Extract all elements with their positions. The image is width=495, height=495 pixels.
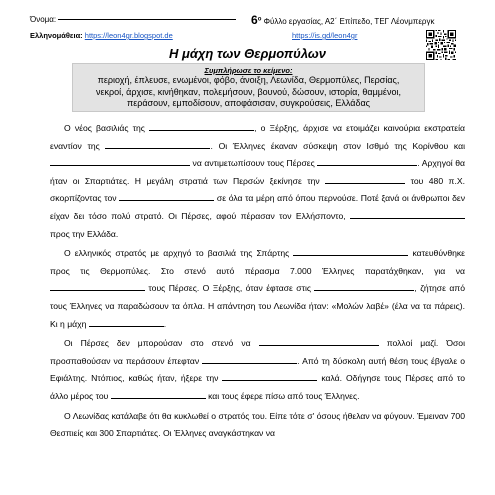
text-segment: Ο Λεωνίδας κατάλαβε ότι θα κυκλωθεί ο στρατός του. Είπε τότε σ' όσους ήθελαν να φύγουν. Έμειναν 700 Θεσπιείς και 300 Σπαρτιάτες. Οι Έλληνες αναγκάστηκαν να <box>50 410 465 439</box>
blank-field[interactable] <box>50 281 145 291</box>
blog-link[interactable]: https://leon4gr.blogspot.de <box>84 31 173 40</box>
blank-field[interactable] <box>222 371 317 381</box>
sheet-description: Φύλλο εργασίας, Α2΄ Επίπεδο, ΤΕΓ Λέονμπεργκ <box>261 17 435 26</box>
text-segment: . Οι Έλληνες έκαναν σύσκεψη στον Ισθμό της Κορίνθου και <box>210 140 465 151</box>
text-segment: πολλοί μαζί. Όσοι προσπαθούσαν να περάσουν έπεφταν <box>50 338 465 366</box>
sheet-number-suffix: ο <box>257 16 262 23</box>
page-title: Η μάχη των Θερμοπύλων <box>169 46 326 61</box>
fill-in-text <box>50 120 465 443</box>
paragraph-2 <box>50 245 465 333</box>
blank-field[interactable] <box>111 389 206 399</box>
paragraph-4 <box>50 408 465 443</box>
short-link[interactable]: https://is.gd/leon4gr <box>292 31 358 40</box>
blank-field[interactable] <box>314 281 414 291</box>
text-segment: καλά. Οδήγησε τους Πέρσες από το άλλο μέρος του <box>50 373 466 401</box>
greek-label: Ελληνομάθεια: <box>30 31 83 40</box>
links-row <box>30 31 173 40</box>
blank-field[interactable] <box>350 209 465 219</box>
text-segment: , ζήτησε από τους Έλληνες να παραδώσουν τα όπλα. Η απάντηση του Λεωνίδα ήταν: «Μολών λαβέ» (έλα να τα πάρεις). Κι η μάχη <box>50 283 466 329</box>
word-bank-line: περιοχή, έπλευσε, ενωμένοι, φόβο, άνοιξη, Λεωνίδα, Θερμοπύλες, Περσίας, <box>97 75 400 85</box>
word-bank-line: περάσουν, εμποδίσουν, αποφάσισαν, συγκρούσεις, Ελλάδας <box>127 98 370 108</box>
blank-field[interactable] <box>317 156 417 166</box>
blank-field[interactable] <box>202 354 297 364</box>
text-segment: Ο ελληνικός στρατός με αρχηγό το βασιλιά της Σπάρτης <box>64 248 294 259</box>
blank-field[interactable] <box>119 191 214 201</box>
sheet-info <box>251 13 434 27</box>
text-segment: , ο Ξέρξης, άρχισε να ετοιμάζει καινούρια εκστρατεία εναντίον της <box>50 123 465 151</box>
text-segment: του 480 π.Χ. σκορπίζοντας τον <box>50 175 465 204</box>
word-bank <box>72 63 425 112</box>
name-field <box>30 15 236 24</box>
text-segment: να αντιμετωπίσουν τους Πέρσες <box>190 158 318 169</box>
text-segment: και τους έφερε πίσω από τους Έλληνες. <box>205 390 360 401</box>
blank-field[interactable] <box>50 156 190 166</box>
name-blank[interactable] <box>58 19 236 20</box>
sheet-number: 6 <box>251 13 258 27</box>
text-segment: Οι Πέρσες δεν μπορούσαν στο στενό να <box>64 338 259 349</box>
paragraph-1 <box>50 120 465 243</box>
blank-field[interactable] <box>325 174 405 184</box>
paragraph-3 <box>50 335 465 405</box>
name-label: Όνομα: <box>30 15 57 24</box>
text-segment: σε όλα τα μέρη από όπου περνούσε. Ποτέ ξανά οι άνθρωποι δεν είχαν δει τόσο πολύ στρατό. Οι Πέρσες, αφού πέρασαν τον Ελλήσποντο, <box>50 193 465 221</box>
text-segment: . <box>163 318 167 329</box>
text-segment: . Αρχηγοί θα ήταν οι Σπαρτιάτες. Η μεγάλη στρατιά των Περσών ξεκίνησε την <box>50 158 465 186</box>
blank-field[interactable] <box>293 246 408 256</box>
text-segment: τους Πέρσες. Ο Ξέρξης, όταν έφτασε στις <box>145 283 315 294</box>
text-segment: Ο νέος βασιλιάς της <box>64 123 150 133</box>
word-bank-line: νεκροί, άρχισε, κινήθηκαν, πολεμήσουν, βουνού, δώσουν, ιστορία, θαμμένοι, <box>96 86 401 97</box>
text-segment: . Από τη δύσκολη αυτή θέση τους έβγαλε ο Εφιάλτης. Ντόπιος, καθώς ήταν, ήξερε την <box>50 355 465 384</box>
word-bank-heading: Συμπλήρωσε το κείμενο: <box>204 66 293 75</box>
text-segment: κατευθύνθηκε προς τις Θερμοπύλες. Στο στενό αυτό πέρασμα 7.000 Έλληνες παρατάχθηκαν, για να <box>50 248 466 276</box>
word-bank-words <box>73 75 424 110</box>
blank-field[interactable] <box>259 336 379 346</box>
blank-field[interactable] <box>149 121 254 131</box>
blank-field[interactable] <box>105 139 210 149</box>
blank-field[interactable] <box>89 317 167 329</box>
text-segment: προς την Ελλάδα. <box>50 228 119 239</box>
